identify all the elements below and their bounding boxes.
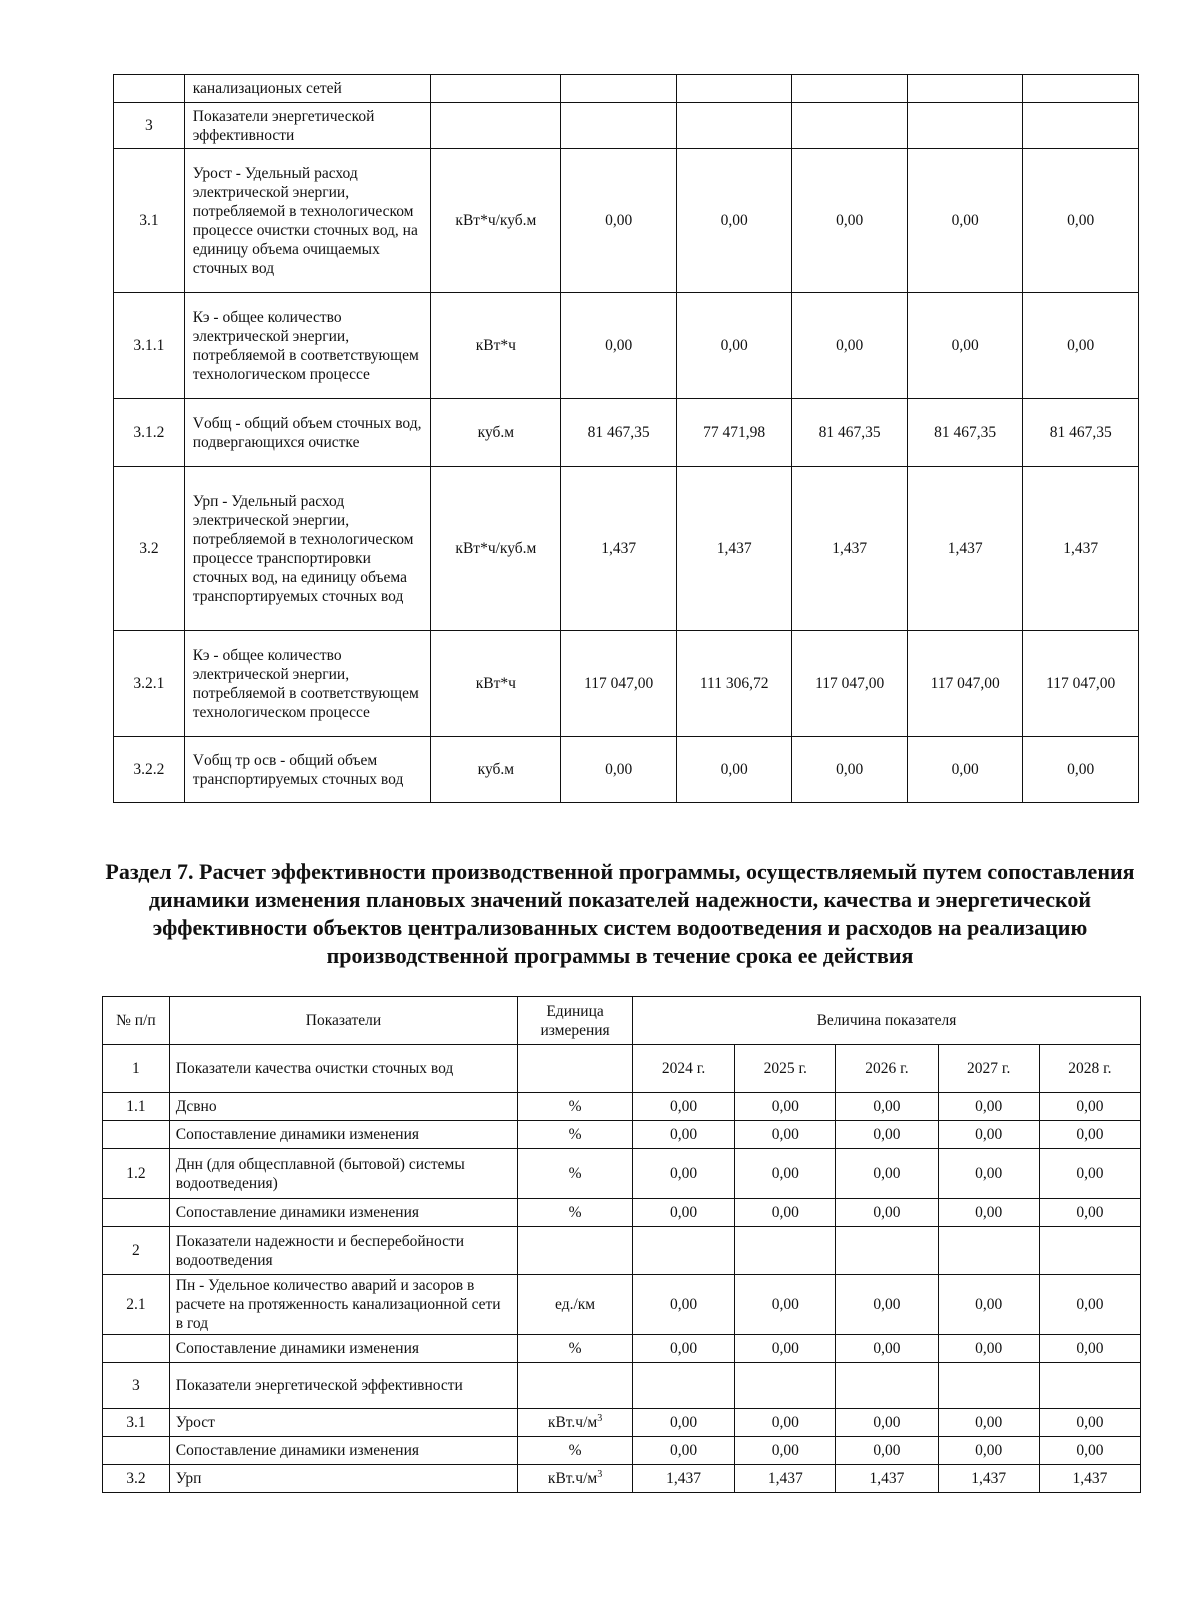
row-unit [518, 1045, 633, 1093]
col-header-name: Показатели [169, 997, 517, 1045]
section-7-heading: Раздел 7. Расчет эффективности производственной программы, осуществляемый путем сопоставления динамики изменения плановых значений показателей надежности, качества и энергетической эффективности объектов централизованных систем водоотведения и расходов на реализацию производственной программы в течение срока ее действия [105, 859, 1135, 968]
value-cell: 0,00 [836, 1149, 938, 1199]
table-row [103, 1199, 1141, 1227]
value-cell: 0,00 [735, 1149, 836, 1199]
col-header-value: Величина показателя [632, 997, 1140, 1045]
value-cell: 0,00 [735, 1409, 836, 1437]
row-name: Урп - Удельный расход электрической энергии, потребляемой в технологическом процессе транспортировки сточных вод, на единицу объема транспортируемых сточных вод [184, 467, 431, 631]
row-unit: % [518, 1121, 633, 1149]
table-row [114, 293, 1139, 399]
value-cell [907, 103, 1023, 149]
value-cell: 81 467,35 [792, 399, 908, 467]
efficiency-table [102, 996, 1141, 1493]
value-cell [1023, 103, 1139, 149]
col-header-num: № п/п [103, 997, 170, 1045]
row-unit: % [518, 1437, 633, 1465]
value-cell: 0,00 [907, 737, 1023, 803]
value-cell [836, 1227, 938, 1275]
value-cell: 0,00 [632, 1199, 734, 1227]
value-cell: 0,00 [938, 1275, 1039, 1335]
value-cell: 1,437 [632, 1465, 734, 1493]
row-unit: кВт*ч/куб.м [431, 467, 561, 631]
table-row [103, 1093, 1141, 1121]
value-cell: 77 471,98 [676, 399, 792, 467]
row-num: 3.1 [103, 1409, 170, 1437]
table-row [114, 103, 1139, 149]
table-row [103, 1149, 1141, 1199]
value-cell: 0,00 [1039, 1093, 1140, 1121]
value-cell [1023, 75, 1139, 103]
value-cell: 117 047,00 [1023, 631, 1139, 737]
value-cell: 0,00 [561, 149, 677, 293]
value-cell: 1,437 [1023, 467, 1139, 631]
value-cell [735, 1363, 836, 1409]
row-unit: ед./км [518, 1275, 633, 1335]
value-cell: 0,00 [938, 1121, 1039, 1149]
value-cell: 0,00 [1039, 1275, 1140, 1335]
value-cell: 1,437 [907, 467, 1023, 631]
value-cell: 0,00 [561, 737, 677, 803]
row-name: Урост [169, 1409, 517, 1437]
unit-superscript: 3 [597, 1412, 603, 1424]
value-cell [561, 103, 677, 149]
value-cell [632, 1227, 734, 1275]
row-name: Показатели энергетической эффективности [184, 103, 431, 149]
value-cell: 0,00 [938, 1409, 1039, 1437]
table-row [103, 1465, 1141, 1493]
row-unit: % [518, 1199, 633, 1227]
indicators-table-top [113, 74, 1139, 803]
value-cell: 0,00 [632, 1149, 734, 1199]
value-cell: 0,00 [836, 1275, 938, 1335]
value-cell [1039, 1227, 1140, 1275]
value-cell [938, 1227, 1039, 1275]
value-cell: 1,437 [938, 1465, 1039, 1493]
value-cell [792, 75, 908, 103]
value-cell: 0,00 [735, 1437, 836, 1465]
value-cell: 0,00 [907, 293, 1023, 399]
value-cell: 0,00 [735, 1199, 836, 1227]
value-cell: 0,00 [1023, 149, 1139, 293]
row-num: 1.2 [103, 1149, 170, 1199]
value-cell: 0,00 [561, 293, 677, 399]
table-row [103, 1409, 1141, 1437]
row-name: канализационых сетей [184, 75, 431, 103]
value-cell [1039, 1363, 1140, 1409]
value-cell: 0,00 [1039, 1437, 1140, 1465]
row-name: Кэ - общее количество электрической энергии, потребляемой в соответствующем технологическом процессе [184, 631, 431, 737]
row-unit [431, 75, 561, 103]
value-cell: 0,00 [632, 1335, 734, 1363]
table-row [103, 1275, 1141, 1335]
value-cell: 0,00 [1039, 1121, 1140, 1149]
row-num: 3 [103, 1363, 170, 1409]
row-num: 3.2.1 [114, 631, 185, 737]
value-cell [676, 103, 792, 149]
value-cell [632, 1363, 734, 1409]
value-cell: 0,00 [632, 1275, 734, 1335]
value-cell: 0,00 [632, 1437, 734, 1465]
row-unit: кВт*ч [431, 631, 561, 737]
row-name: Кэ - общее количество электрической энергии, потребляемой в соответствующем технологическом процессе [184, 293, 431, 399]
value-cell: 0,00 [836, 1437, 938, 1465]
row-name: Урост - Удельный расход электрической энергии, потребляемой в технологическом процессе очистки сточных вод, на единицу объема очищаемых сточных вод [184, 149, 431, 293]
value-cell: 0,00 [792, 293, 908, 399]
row-name: Дсвно [169, 1093, 517, 1121]
value-cell: 81 467,35 [561, 399, 677, 467]
value-cell [676, 75, 792, 103]
table-row [103, 1227, 1141, 1275]
row-num [103, 1199, 170, 1227]
unit-text: кВт.ч/м [547, 1414, 598, 1431]
row-unit: куб.м [431, 737, 561, 803]
value-cell: 0,00 [1023, 737, 1139, 803]
row-unit: % [518, 1149, 633, 1199]
value-cell [938, 1363, 1039, 1409]
row-unit [518, 1227, 633, 1275]
value-cell: 0,00 [1023, 293, 1139, 399]
row-name: Сопоставление динамики изменения [169, 1199, 517, 1227]
row-name: Показатели надежности и бесперебойности водоотведения [169, 1227, 517, 1275]
year-cell: 2026 г. [836, 1045, 938, 1093]
value-cell: 1,437 [836, 1465, 938, 1493]
value-cell: 0,00 [836, 1409, 938, 1437]
row-unit: куб.м [431, 399, 561, 467]
value-cell: 0,00 [735, 1093, 836, 1121]
year-cell: 2027 г. [938, 1045, 1039, 1093]
value-cell: 0,00 [938, 1335, 1039, 1363]
value-cell: 111 306,72 [676, 631, 792, 737]
table-row [114, 399, 1139, 467]
table-row [103, 1121, 1141, 1149]
value-cell: 0,00 [1039, 1409, 1140, 1437]
col-header-unit: Единица измерения [518, 997, 633, 1045]
value-cell: 0,00 [938, 1437, 1039, 1465]
value-cell: 0,00 [938, 1093, 1039, 1121]
row-num: 3.2 [103, 1465, 170, 1493]
value-cell: 0,00 [735, 1275, 836, 1335]
value-cell: 1,437 [676, 467, 792, 631]
year-cell: 2028 г. [1039, 1045, 1140, 1093]
row-unit [431, 103, 561, 149]
row-num [103, 1121, 170, 1149]
row-name: Сопоставление динамики изменения [169, 1121, 517, 1149]
value-cell: 0,00 [836, 1121, 938, 1149]
row-num: 3.1.2 [114, 399, 185, 467]
value-cell: 1,437 [735, 1465, 836, 1493]
row-unit: кВт*ч/куб.м [431, 149, 561, 293]
row-num [103, 1437, 170, 1465]
years-row [103, 1045, 1141, 1093]
row-num: 3.1 [114, 149, 185, 293]
row-unit: % [518, 1093, 633, 1121]
table-row [114, 75, 1139, 103]
value-cell: 117 047,00 [561, 631, 677, 737]
value-cell: 0,00 [907, 149, 1023, 293]
value-cell [836, 1363, 938, 1409]
row-unit: % [518, 1335, 633, 1363]
row-num: 2 [103, 1227, 170, 1275]
value-cell: 1,437 [561, 467, 677, 631]
value-cell: 0,00 [632, 1409, 734, 1437]
row-name: Vобщ тр осв - общий объем транспортируемых сточных вод [184, 737, 431, 803]
value-cell: 0,00 [676, 149, 792, 293]
row-num: 3.2 [114, 467, 185, 631]
row-unit [518, 1465, 633, 1493]
table-row [114, 631, 1139, 737]
row-num: 3.1.1 [114, 293, 185, 399]
value-cell: 0,00 [632, 1093, 734, 1121]
value-cell: 0,00 [735, 1121, 836, 1149]
row-name: Урп [169, 1465, 517, 1493]
row-name: Показатели качества очистки сточных вод [169, 1045, 517, 1093]
row-num [103, 1335, 170, 1363]
value-cell: 117 047,00 [792, 631, 908, 737]
table-row [114, 737, 1139, 803]
row-unit [518, 1409, 633, 1437]
year-cell: 2024 г. [632, 1045, 734, 1093]
value-cell [735, 1227, 836, 1275]
row-num: 1.1 [103, 1093, 170, 1121]
row-name: Сопоставление динамики изменения [169, 1335, 517, 1363]
value-cell [792, 103, 908, 149]
value-cell: 117 047,00 [907, 631, 1023, 737]
table-row [114, 149, 1139, 293]
value-cell: 0,00 [676, 737, 792, 803]
value-cell: 1,437 [1039, 1465, 1140, 1493]
table-header-row [103, 997, 1141, 1045]
value-cell: 0,00 [676, 293, 792, 399]
value-cell: 0,00 [792, 149, 908, 293]
value-cell: 0,00 [938, 1149, 1039, 1199]
unit-text: кВт.ч/м [547, 1470, 598, 1487]
row-name: Vобщ - общий объем сточных вод, подвергающихся очистке [184, 399, 431, 467]
value-cell: 0,00 [938, 1199, 1039, 1227]
value-cell: 0,00 [836, 1199, 938, 1227]
value-cell: 81 467,35 [907, 399, 1023, 467]
row-num: 2.1 [103, 1275, 170, 1335]
row-num: 3 [114, 103, 185, 149]
row-num: 1 [103, 1045, 170, 1093]
row-num: 3.2.2 [114, 737, 185, 803]
value-cell: 0,00 [1039, 1335, 1140, 1363]
value-cell: 1,437 [792, 467, 908, 631]
row-unit: кВт*ч [431, 293, 561, 399]
value-cell [561, 75, 677, 103]
value-cell: 0,00 [836, 1093, 938, 1121]
table-row [103, 1437, 1141, 1465]
value-cell: 81 467,35 [1023, 399, 1139, 467]
table-row [103, 1335, 1141, 1363]
row-unit [518, 1363, 633, 1409]
table-row [103, 1363, 1141, 1409]
row-num [114, 75, 185, 103]
value-cell: 0,00 [836, 1335, 938, 1363]
value-cell [907, 75, 1023, 103]
row-name: Пн - Удельное количество аварий и засоров в расчете на протяженность канализационной сети в год [169, 1275, 517, 1335]
year-cell: 2025 г. [735, 1045, 836, 1093]
value-cell: 0,00 [735, 1335, 836, 1363]
table-row [114, 467, 1139, 631]
row-name: Днн (для общесплавной (бытовой) системы водоотведения) [169, 1149, 517, 1199]
value-cell: 0,00 [792, 737, 908, 803]
value-cell: 0,00 [632, 1121, 734, 1149]
unit-superscript: 3 [597, 1468, 603, 1480]
value-cell: 0,00 [1039, 1149, 1140, 1199]
row-name: Показатели энергетической эффективности [169, 1363, 517, 1409]
row-name: Сопоставление динамики изменения [169, 1437, 517, 1465]
value-cell: 0,00 [1039, 1199, 1140, 1227]
